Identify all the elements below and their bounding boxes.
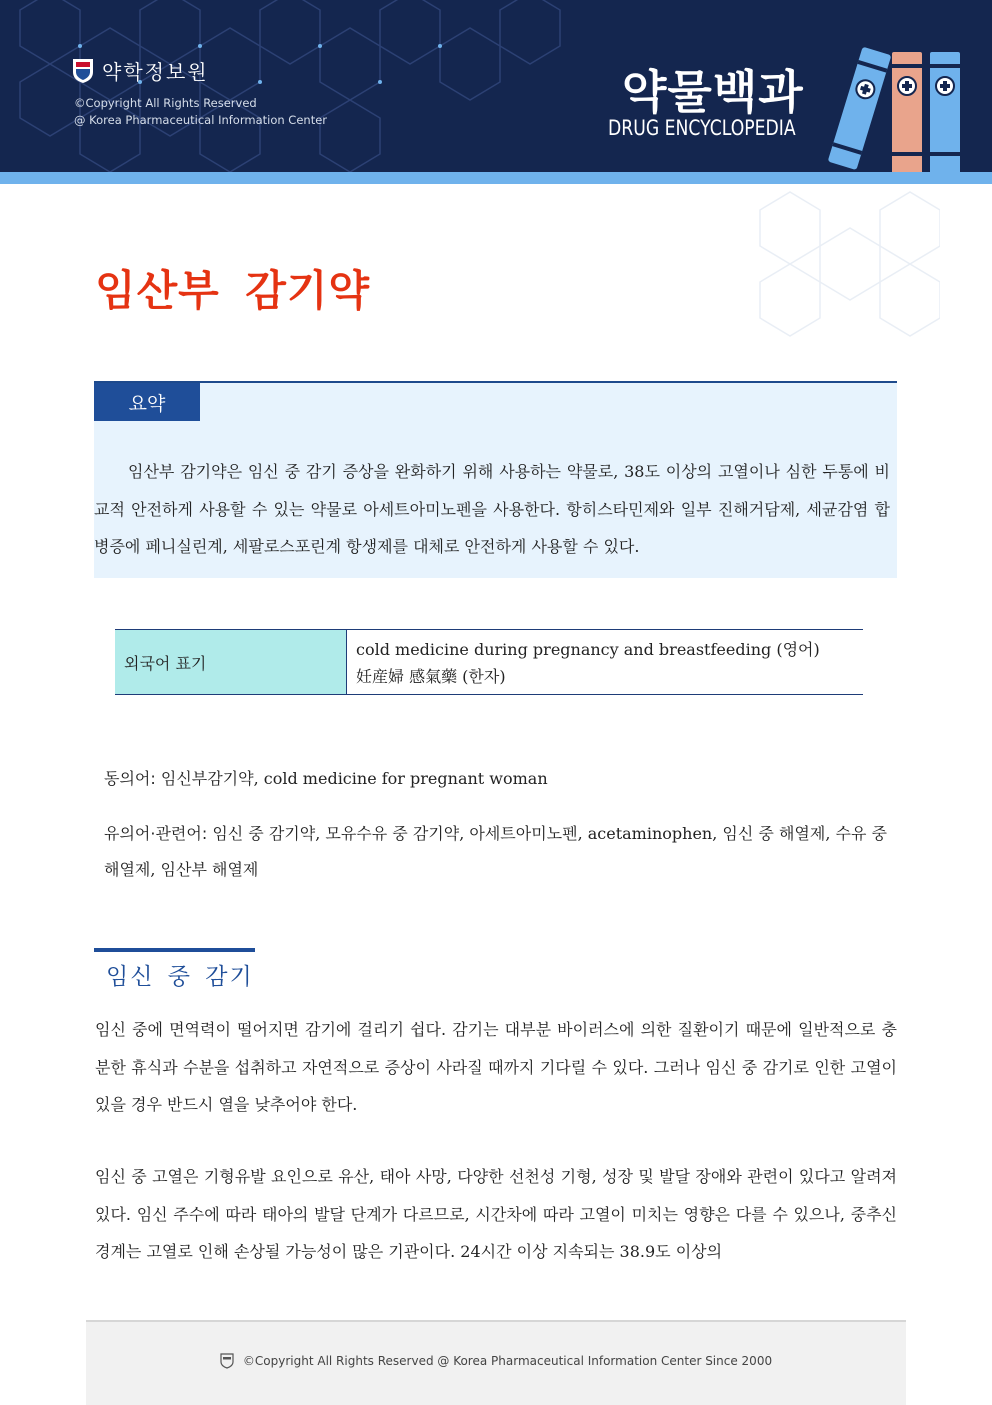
section-title: 임신 중 감기 <box>106 964 254 990</box>
org-name: 약학정보원 <box>102 60 209 84</box>
related-text: 임신 중 감기약, 모유수유 중 감기약, 아세트아미노펜, acetaminophen, 임신 중 해열제, 수유 중 해열제, 임산부 해열제 <box>104 824 887 879</box>
synonyms-label: 동의어: <box>104 769 156 788</box>
header-copyright <box>74 95 327 129</box>
synonyms-text: 임신부감기약, cold medicine for pregnant woman <box>160 769 548 788</box>
foreign-english: cold medicine during pregnancy and breastfeeding (영어) <box>356 640 820 659</box>
summary-box <box>94 381 897 578</box>
page-title: 임산부 감기약 <box>95 266 371 315</box>
related-label: 유의어·관련어: <box>104 824 208 843</box>
header-stripe <box>0 172 992 184</box>
section-rule <box>94 948 255 952</box>
foreign-notation-values <box>356 636 820 690</box>
decorative-hexagons <box>700 190 940 360</box>
synonyms <box>104 761 894 797</box>
shield-icon <box>220 1353 234 1369</box>
encyclopedia-title: 약물백과 <box>622 65 804 119</box>
footer-copyright <box>86 1353 906 1369</box>
foreign-hanja: 妊産婦 感氣藥 (한자) <box>356 667 506 686</box>
summary-label: 요약 <box>94 383 200 421</box>
copyright-line-2: @ Korea Pharmaceutical Information Center <box>74 113 327 127</box>
foreign-notation-label: 외국어 표기 <box>115 630 347 694</box>
books-icon <box>818 40 968 176</box>
copyright-line-1: ©Copyright All Rights Reserved <box>74 96 257 110</box>
section-paragraph-1: 임신 중에 면역력이 떨어지면 감기에 걸리기 쉽다. 감기는 대부분 바이러스에 의한 질환이기 때문에 일반적으로 충분한 휴식과 수분을 섭취하고 자연적으로 증상이 사라질 때까지 기다릴 수 있다. 그러나 임신 중 감기로 인한 고열이 있을 경우 반드시 열을 낮추어야 한다. <box>95 1020 897 1114</box>
related-terms <box>104 816 894 888</box>
foreign-notation-table <box>115 629 863 695</box>
summary-text: 임산부 감기약은 임신 중 감기 증상을 완화하기 위해 사용하는 약물로, 38도 이상의 고열이나 심한 두통에 비교적 안전하게 사용할 수 있는 약물로 아세트아미노펜을 사용한다. 항히스타민제와 일부 진해거담제, 세균감염 합병증에 페니실린계, 세팔로스포린계 항생제를 대체로 안전하게 사용할 수 있다. <box>94 462 890 556</box>
section-paragraph-2: 임신 중 고열은 기형유발 요인으로 유산, 태아 사망, 다양한 선천성 기형, 성장 및 발달 장애와 관련이 있다고 알려져 있다. 임신 주수에 따라 태아의 발달 단계가 다르므로, 시간차에 따라 고열이 미치는 영향은 다를 수 있으나, 중추신경계는 고열로 인해 손상될 가능성이 많은 기관이다. 24시간 이상 지속되는 38.9도 이상의 <box>95 1167 897 1261</box>
footer-text: ©Copyright All Rights Reserved @ Korea Pharmaceutical Information Center Since 2000 <box>242 1354 773 1368</box>
footer <box>86 1320 906 1405</box>
header-banner <box>0 0 992 176</box>
org-logo <box>72 56 209 85</box>
shield-icon <box>72 58 94 84</box>
encyclopedia-subtitle: DRUG ENCYCLOPEDIA <box>608 116 796 140</box>
